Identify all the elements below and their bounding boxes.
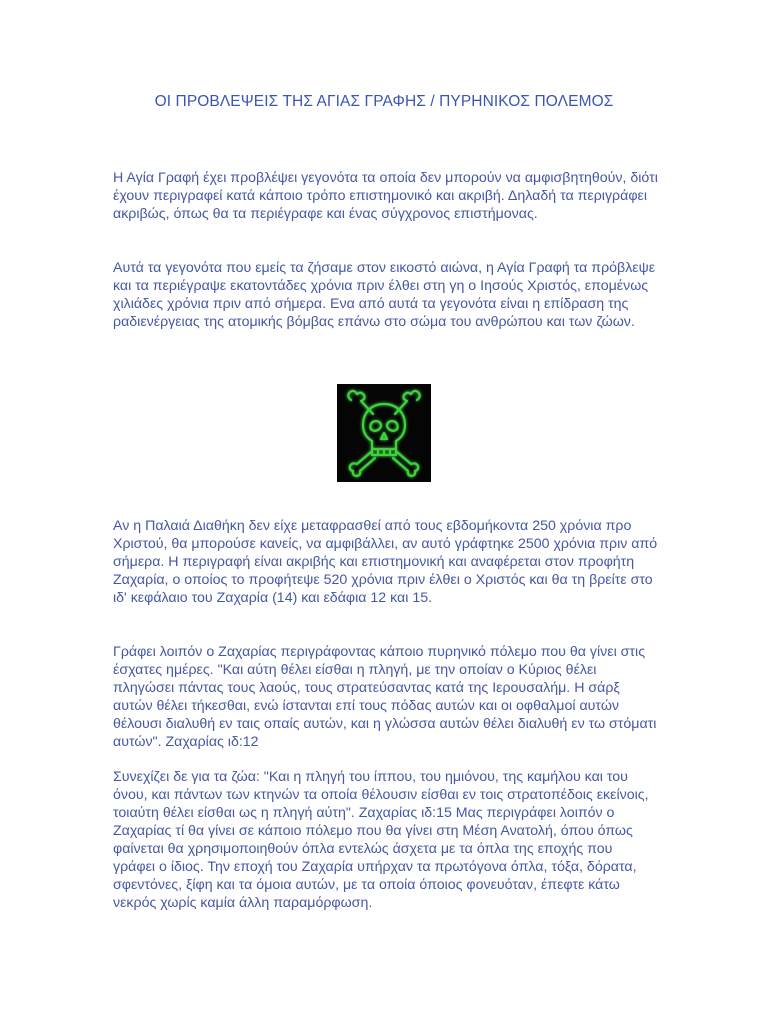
paragraph-1: Η Αγία Γραφή έχει προβλέψει γεγονότα τα οποία δεν μπορούν να αμφισβητηθούν, διότι έχουν περιγραφεί κατά κάποιο τρόπο επιστημονικό και ακριβή. Δηλαδή τα περιγράφει ακριβώς, όπως θα τα περιέγραφε και ένας σύγχρονος επιστήμονας. <box>113 170 658 222</box>
document-title: ΟΙ ΠΡΟΒΛΕΨΕΙΣ ΤΗΣ ΑΓΙΑΣ ΓΡΑΦΗΣ / ΠΥΡΗΝΙΚΟΣ ΠΟΛΕΜΟΣ <box>154 93 614 110</box>
paragraph-2: Αυτά τα γεγονότα που εμείς τα ζήσαμε στον εικοστό αιώνα, η Αγία Γραφή τα πρόβλεψε και τα περιέγραψε εκατοντάδες χρόνια πριν έλθει στη γη ο Ιησούς Χριστός, επομένως χιλιάδες χρόνια πριν από σήμερα. Ενα από αυτά τα γεγονότα είναι η επίδραση της ραδιενέργειας της ατομικής βόμβας επάνω στο σώμα του ανθρώπου και των ζώων. <box>113 260 656 330</box>
skull-image <box>337 384 431 482</box>
paragraph-5: Συνεχίζει δε για τα ζώα: "Και η πληγή του ίππου, του ημιόνου, της καμήλου και του όνου, και πάντων των κτηνών τα οποία θέλουσιν είσθαι εν τοις στρατοπέδοις εκείνοις, τοιαύτη θέλει είσθαι ως η πληγή αύτη". Ζαχαρίας ιδ:15 Μας περιγράφει λοιπόν ο Ζαχαρίας τί θα γίνει σε κάποιο πόλεμο που θα γίνει στη Μέση Ανατολή, όπου όπως φαίνεται θα χρησιμοποιηθούν όπλα εντελώς άσχετα με τα όπλα της εποχής που γράφει ο ίδιος. Την εποχή του Ζαχαρία υπήρχαν τα πρωτόγονα όπλα, τόξα, δόρατα, σφεντόνες, ξίφη και τα όμοια αυτών, με τα οποία όποιος φονευόταν, έπεφτε κάτω νεκρός χωρίς καμία άλλη παραμόρφωση. <box>113 769 649 911</box>
paragraph-4: Γράφει λοιπόν ο Ζαχαρίας περιγράφοντας κάποιο πυρηνικό πόλεμο που θα γίνει στις έσχατες ημέρες. "Και αύτη θέλει είσθαι η πληγή, με την οποίαν ο Κύριος θέλει πληγώσει πάντας τους λαούς, τους στρατεύσαντας κατά της Ιερουσαλήμ. Η σάρξ αυτών θέλει τήκεσθαι, ενώ ίστανται επί τους πόδας αυτών και οι οφθαλμοί αυτών θέλουσι διαλυθή εν ταις οπαίς αυτών, και η γλώσσα αυτών θέλει διαλυθή εν τω στόματι αυτών". Ζαχαρίας ιδ:12 <box>113 644 657 750</box>
paragraph-3: Αν η Παλαιά Διαθήκη δεν είχε μεταφρασθεί από τους εβδομήκοντα 250 χρόνια προ Χριστού, θα μπορούσε κανείς, να αμφιβάλλει, αν αυτό γράφτηκε 2500 χρόνια πριν από σήμερα. Η περιγραφή είναι ακριβής και επιστημονική και αναφέρεται στον προφήτη Ζαχαρία, ο οποίος το προφήτεψε 520 χρόνια πριν έλθει ο Χριστός και θα τη βρείτε στο ιδ' κεφάλαιο του Ζαχαρία (14) και εδάφια 12 και 15. <box>113 518 658 606</box>
skull-crossbones-icon <box>337 384 431 482</box>
